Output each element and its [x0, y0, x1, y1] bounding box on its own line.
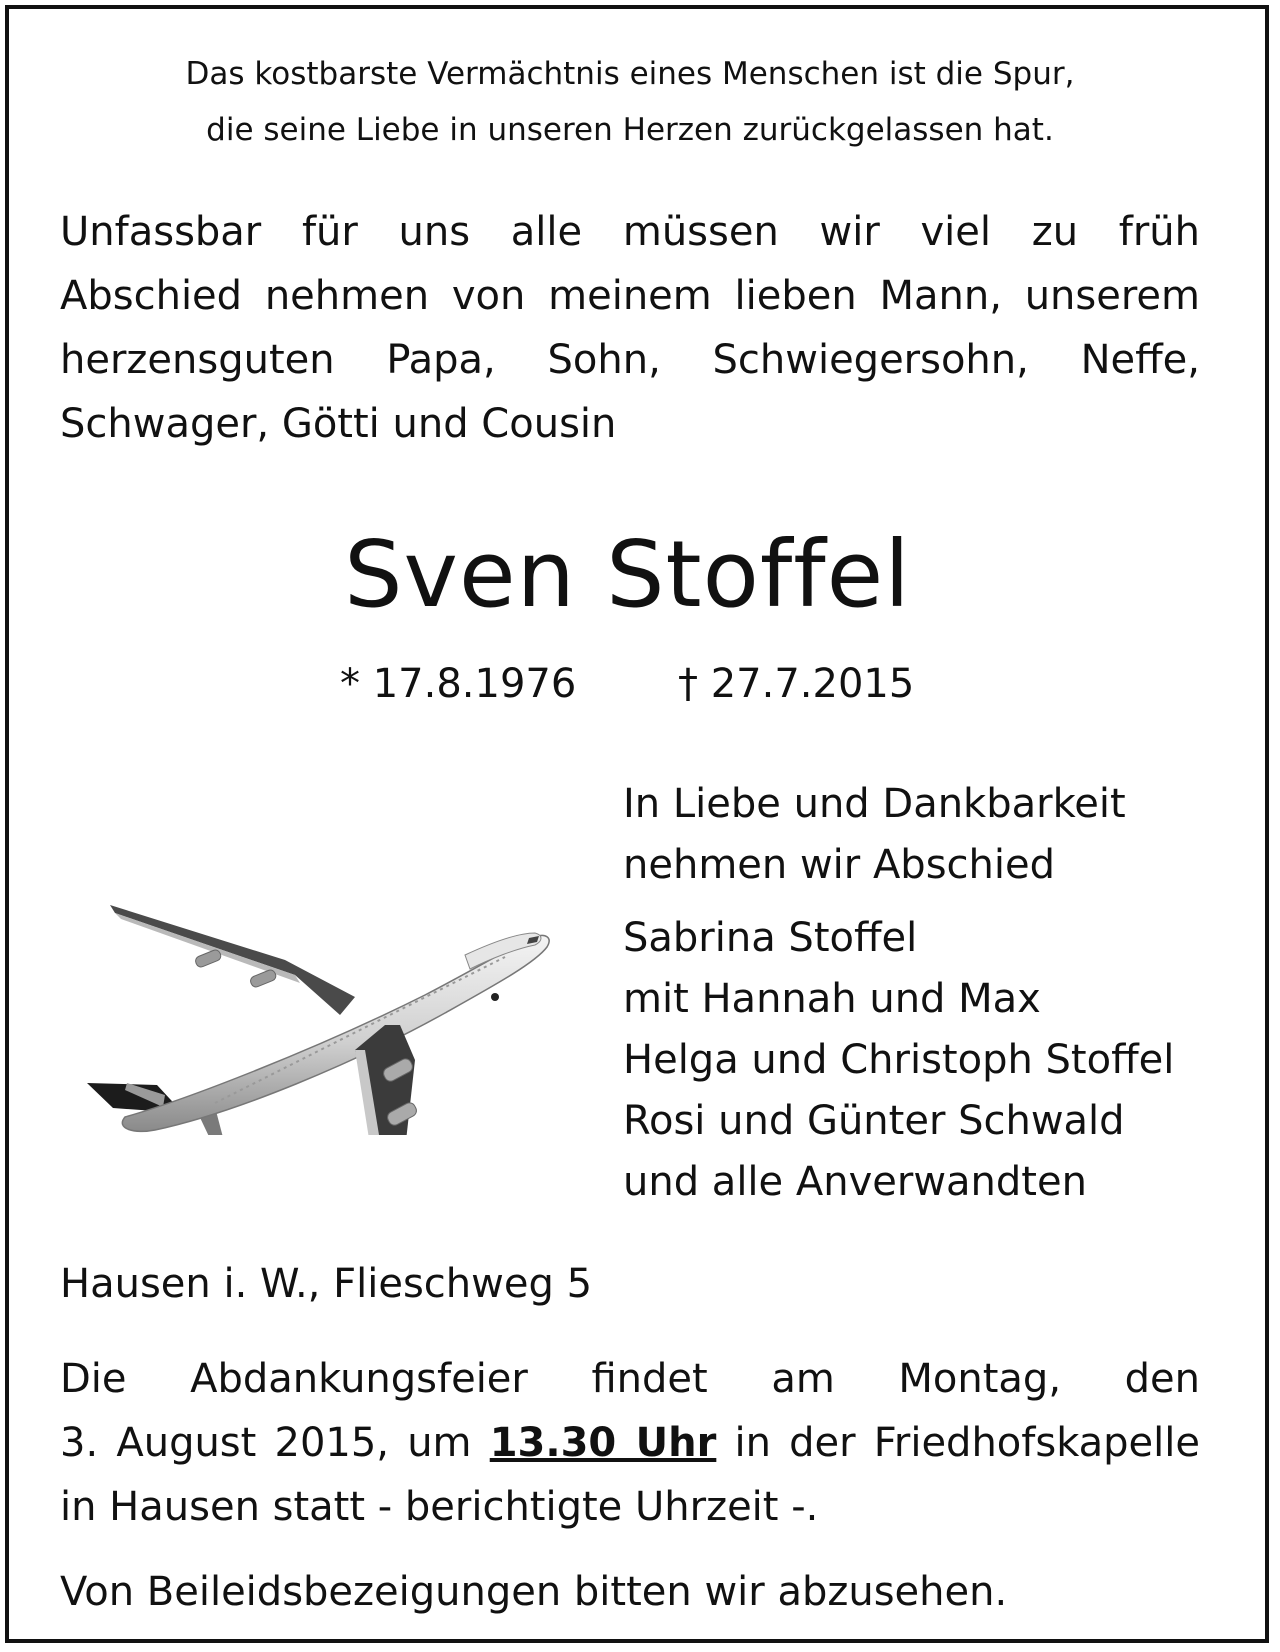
ceremony-time: 13.30 Uhr — [489, 1420, 717, 1466]
intro-line: Schwager, Götti und Cousin — [60, 401, 617, 447]
deceased-name: Sven Stoffel — [344, 521, 911, 628]
family-line: Helga und Christoph Stoffel — [623, 1037, 1175, 1083]
ceremony-text: 3. August 2015, um — [60, 1420, 490, 1466]
family-line: Sabrina Stoffel — [623, 915, 918, 961]
family-line: und alle Anverwandten — [623, 1159, 1087, 1205]
family-line: mit Hannah und Max — [623, 976, 1041, 1022]
opening-quote — [60, 46, 1200, 158]
family-line: nehmen wir Abschied — [623, 842, 1055, 888]
family-line: Rosi und Günter Schwald — [623, 1098, 1125, 1144]
birth-date: * 17.8.1976 — [340, 661, 577, 707]
address: Hausen i. W., Flieschweg 5 — [60, 1261, 593, 1307]
intro-line: Abschied nehmen von meinem lieben Mann, unserem — [60, 273, 1200, 319]
ceremony-paragraph — [60, 1347, 1200, 1539]
ceremony-line: Die Abdankungsfeier findet am Montag, den — [60, 1356, 1200, 1402]
airplane-icon — [65, 845, 555, 1135]
family-list — [623, 774, 1174, 1213]
intro-paragraph — [60, 200, 1200, 456]
family-line: In Liebe und Dankbarkeit — [623, 781, 1126, 827]
closing-note: Von Beileidsbezeigungen bitten wir abzusehen. — [60, 1569, 1008, 1615]
quote-line: die seine Liebe in unseren Herzen zurückgelassen hat. — [206, 112, 1054, 148]
intro-line: herzensguten Papa, Sohn, Schwiegersohn, Neffe, — [60, 337, 1200, 383]
ceremony-line: in Hausen statt - berichtigte Uhrzeit -. — [60, 1484, 819, 1530]
death-date: † 27.7.2015 — [678, 661, 915, 707]
intro-line: Unfassbar für uns alle müssen wir viel zu früh — [60, 209, 1200, 255]
ceremony-line — [60, 1411, 1200, 1475]
quote-line: Das kostbarste Vermächtnis eines Menschen ist die Spur, — [185, 56, 1075, 92]
ceremony-text: in der Friedhofskapelle — [716, 1420, 1200, 1466]
